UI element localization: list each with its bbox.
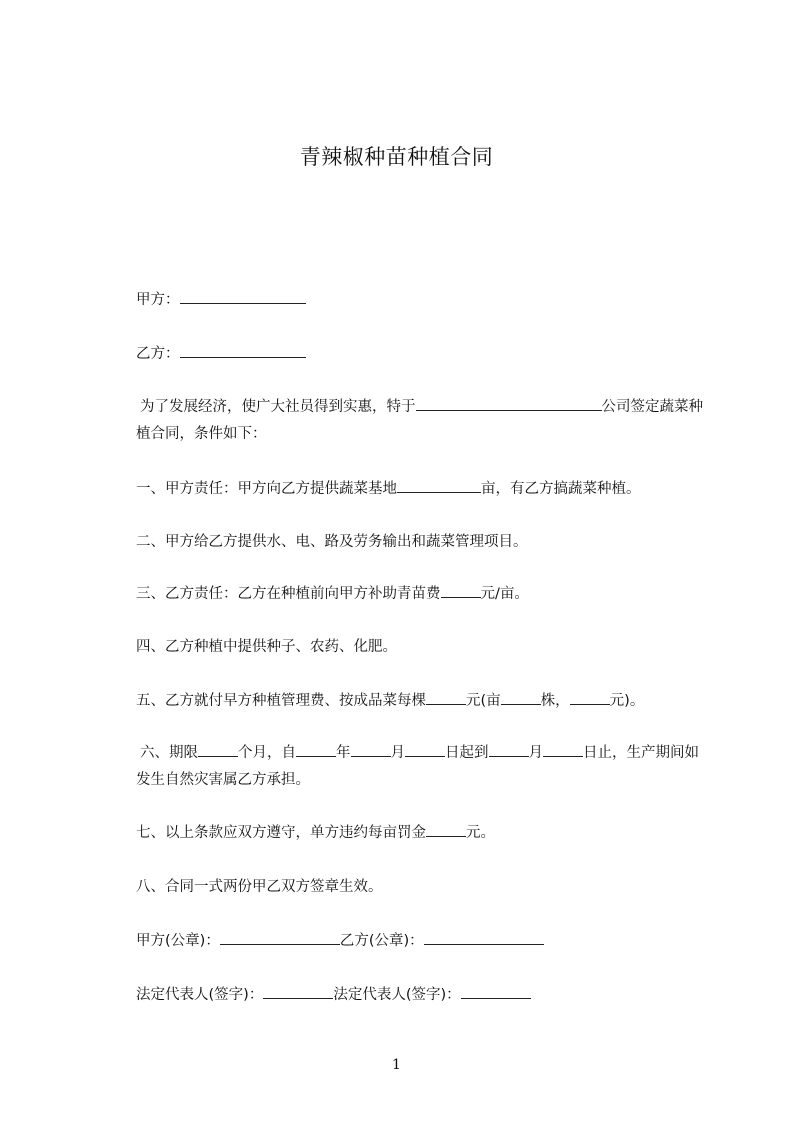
clause-4: 四、乙方种植中提供种子、农药、化肥。 (136, 639, 397, 655)
plants-per-mu-blank (501, 690, 541, 705)
party-a-seal-blank (220, 930, 340, 945)
page-number: 1 (392, 1057, 401, 1073)
party-a-blank (180, 289, 306, 304)
clause-7 (136, 819, 706, 847)
clause-8: 八、合同一式两份甲乙双方签章生效。 (136, 879, 383, 895)
clause-6 (136, 740, 706, 794)
party-a-representative-label: 法定代表人(签字)： (136, 987, 264, 1003)
months-blank (198, 742, 238, 757)
start-day-blank (405, 742, 445, 757)
party-b-label: 乙方： (136, 346, 180, 362)
start-year-blank (296, 742, 336, 757)
party-b-signature-blank (461, 984, 531, 999)
clause-3 (136, 580, 706, 608)
party-a-line (136, 286, 706, 314)
party-b-seal-blank (424, 930, 544, 945)
clause-2: 二、甲方给乙方提供水、电、路及劳务输出和蔬菜管理项目。 (136, 534, 528, 550)
clause-7-text-2: 元。 (466, 825, 495, 841)
start-month-blank (351, 742, 391, 757)
party-b-blank (180, 343, 306, 358)
party-b-representative-label: 法定代表人(签字)： (333, 987, 461, 1003)
clause-3-text-2: 元/亩。 (480, 586, 529, 602)
intro-text-1: 为了发展经济，使广大社员得到实惠，特于 (140, 399, 416, 415)
party-a-label: 甲方： (136, 292, 180, 308)
intro-text-2: 公司签定蔬菜种植合同，条件如下： (136, 399, 703, 442)
area-blank (397, 478, 481, 493)
company-blank (416, 396, 602, 411)
clause-1-text-2: 亩，有乙方搞蔬菜种植。 (481, 481, 641, 497)
clause-5 (136, 687, 706, 715)
clause-5-text-1: 五、乙方就付早方种植管理费、按成品菜每棵 (136, 693, 426, 709)
end-day-blank (543, 742, 583, 757)
clause-6-text-7: 日止，生产期间如发生自然灾害属乙方承担。 (136, 745, 699, 788)
party-b-line (136, 340, 706, 368)
clause-7-text-1: 七、以上条款应双方遵守，单方违约每亩罚金 (136, 825, 426, 841)
seal-line (136, 927, 706, 955)
clause-5-text-3: 株， (540, 693, 570, 709)
end-month-blank (489, 742, 529, 757)
party-b-seal-label: 乙方(公章)： (339, 933, 424, 949)
clause-6-text-3: 年 (336, 745, 351, 761)
clause-6-text-1: 六、期限 (140, 745, 198, 761)
clause-5-text-2: 元(亩 (466, 693, 501, 709)
representative-line (136, 981, 706, 1009)
clause-5-text-4: 元)。 (609, 693, 645, 709)
fee-per-mu-blank (570, 690, 610, 705)
party-a-signature-blank (263, 984, 333, 999)
per-plant-fee-blank (426, 690, 466, 705)
clause-3-text-1: 三、乙方责任：乙方在种植前向甲方补助青苗费 (136, 586, 441, 602)
clause-1-text-1: 一、甲方责任：甲方向乙方提供蔬菜基地 (136, 481, 397, 497)
clause-6-text-5: 日起到 (445, 745, 489, 761)
clause-1 (136, 475, 706, 503)
document-title: 青辣椒种苗种植合同 (299, 145, 494, 169)
clause-6-text-6: 月 (528, 745, 543, 761)
penalty-blank (426, 822, 466, 837)
seedling-fee-blank (441, 583, 481, 598)
clause-6-text-2: 个月，自 (238, 745, 296, 761)
clause-6-text-4: 月 (390, 745, 405, 761)
party-a-seal-label: 甲方(公章)： (136, 933, 220, 949)
intro-paragraph (136, 394, 706, 448)
